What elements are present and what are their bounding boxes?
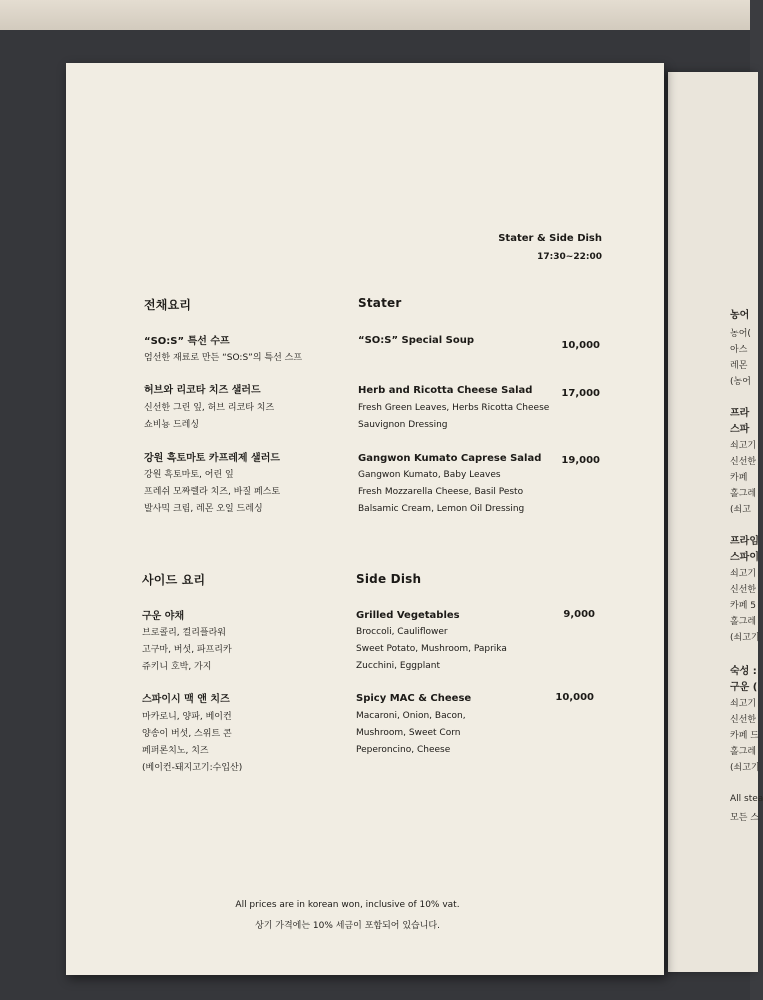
right-page-fragment: (쇠고 — [730, 505, 751, 515]
en-menu-item-desc: Macaroni, Onion, Bacon, — [356, 711, 466, 721]
ko-menu-item-desc: 프레쉬 모짜렐라 치즈, 바질 페스토 — [144, 487, 281, 497]
right-page-fragment: 농어 — [730, 310, 750, 321]
ko-menu-item-desc: (베이컨-돼지고기:수입산) — [142, 763, 243, 773]
right-page-fragment: 쇠고기 — [730, 441, 757, 451]
en-side-heading: Side Dish — [356, 572, 422, 586]
menu-section-title: Stater & Side Dish — [498, 233, 602, 244]
right-page-fragment: 농어( — [730, 329, 751, 339]
ko-menu-item-desc: 페퍼론치노, 치즈 — [142, 746, 209, 756]
ko-menu-item-name: 강원 흑토마토 카프레제 샐러드 — [144, 453, 281, 464]
right-page-fragment: 스파 — [730, 424, 750, 435]
en-menu-item-desc: Gangwon Kumato, Baby Leaves — [358, 470, 501, 480]
right-page-fragment: 카페 5 — [730, 601, 756, 611]
ko-menu-item-desc: 브로콜리, 컬리플라워 — [142, 628, 226, 638]
ko-menu-item-desc: 쇼비뇽 드레싱 — [144, 420, 200, 430]
right-page-fragment: All stea — [730, 794, 763, 804]
right-page-fragment: 숙성 : — [730, 666, 757, 677]
en-stater-heading: Stater — [358, 296, 402, 310]
right-page-fragment: 스파이 — [730, 552, 759, 563]
en-menu-item-desc: Zucchini, Eggplant — [356, 661, 440, 671]
en-menu-item-desc: Broccoli, Cauliflower — [356, 627, 448, 637]
price-note-korean: 상기 가격에는 10% 세금이 포함되어 있습니다. — [255, 921, 440, 931]
right-page-fragment: 프라 — [730, 408, 750, 419]
en-menu-item-name: “SO:S” Special Soup — [358, 335, 475, 346]
en-menu-item-desc: Fresh Green Leaves, Herbs Ricotta Cheese — [358, 403, 550, 413]
en-menu-item-desc: Balsamic Cream, Lemon Oil Dressing — [358, 504, 525, 514]
ko-menu-item-desc: 강원 흑토마토, 어린 잎 — [144, 470, 234, 480]
right-page-fragment: 구운 ( — [730, 682, 758, 693]
ko-menu-item-name: 구운 야채 — [142, 611, 185, 622]
price-note-english: All prices are in korean won, inclusive of 10% vat. — [235, 900, 460, 910]
ko-stater-heading: 전채요리 — [144, 298, 192, 312]
right-page-fragment: 프라임 — [730, 536, 759, 547]
en-menu-item-desc: Sweet Potato, Mushroom, Paprika — [356, 644, 507, 654]
right-page-fragment: 쇠고기 — [730, 699, 757, 709]
en-menu-item-name: Herb and Ricotta Cheese Salad — [358, 385, 533, 396]
right-page-fragment: (쇠고기 — [730, 763, 760, 773]
ko-menu-item-desc: 발사믹 크림, 레몬 오일 드레싱 — [144, 504, 263, 514]
menu-item-price: 9,000 — [563, 609, 595, 620]
right-page-fragment: 신선한 — [730, 585, 757, 595]
right-page-fragment: 홀그레 — [730, 747, 757, 757]
ko-menu-item-name: 스파이시 맥 앤 치즈 — [142, 694, 230, 705]
right-page-fragment: 홀그레 — [730, 489, 757, 499]
right-page-fragment: 카페 드 — [730, 731, 759, 741]
ko-menu-item-desc: 엄선한 재료로 만든 “SO:S”의 특선 스프 — [144, 353, 303, 363]
ko-side-heading: 사이드 요리 — [142, 573, 206, 587]
ko-menu-item-desc: 고구마, 버섯, 파프리카 — [142, 645, 232, 655]
en-menu-item-name: Spicy MAC & Cheese — [356, 693, 472, 704]
ko-menu-item-name: 허브와 리코타 치즈 샐러드 — [144, 385, 261, 396]
en-menu-item-desc: Peperoncino, Cheese — [356, 745, 451, 755]
right-page-fragment: 신선한 — [730, 715, 757, 725]
right-page-fragment: 모든 스 — [730, 813, 759, 823]
right-page-fragment: 카페 — [730, 473, 748, 483]
right-page-fragment: (쇠고기 — [730, 633, 760, 643]
right-page-fragment: (농어 — [730, 377, 751, 387]
menu-item-price: 19,000 — [561, 455, 600, 466]
right-page-fragment: 레몬 — [730, 361, 748, 371]
en-menu-item-desc: Fresh Mozzarella Cheese, Basil Pesto — [358, 487, 524, 497]
menu-page — [66, 63, 664, 975]
menu-item-price: 17,000 — [561, 388, 600, 399]
en-menu-item-desc: Sauvignon Dressing — [358, 420, 448, 430]
right-page-fragment: 신선한 — [730, 457, 757, 467]
en-menu-item-desc: Mushroom, Sweet Corn — [356, 728, 461, 738]
ko-menu-item-name: “SO:S” 특선 수프 — [144, 336, 230, 347]
ko-menu-item-desc: 양송이 버섯, 스위트 콘 — [142, 729, 232, 739]
ko-menu-item-desc: 신선한 그린 잎, 허브 리코타 치즈 — [144, 403, 275, 413]
right-page-fragment: 홀그레 — [730, 617, 757, 627]
en-menu-item-name: Grilled Vegetables — [356, 610, 460, 621]
ko-menu-item-desc: 마카로니, 양파, 베이컨 — [142, 712, 232, 722]
menu-item-price: 10,000 — [555, 692, 594, 703]
ko-menu-item-desc: 쥬키니 호박, 가지 — [142, 662, 212, 672]
service-hours: 17:30~22:00 — [537, 252, 602, 262]
menu-item-price: 10,000 — [561, 340, 600, 351]
right-menu-page — [668, 72, 763, 972]
en-menu-item-name: Gangwon Kumato Caprese Salad — [358, 453, 542, 464]
right-page-fragment: 쇠고기 — [730, 569, 757, 579]
right-page-fragment: 아스 — [730, 345, 748, 355]
